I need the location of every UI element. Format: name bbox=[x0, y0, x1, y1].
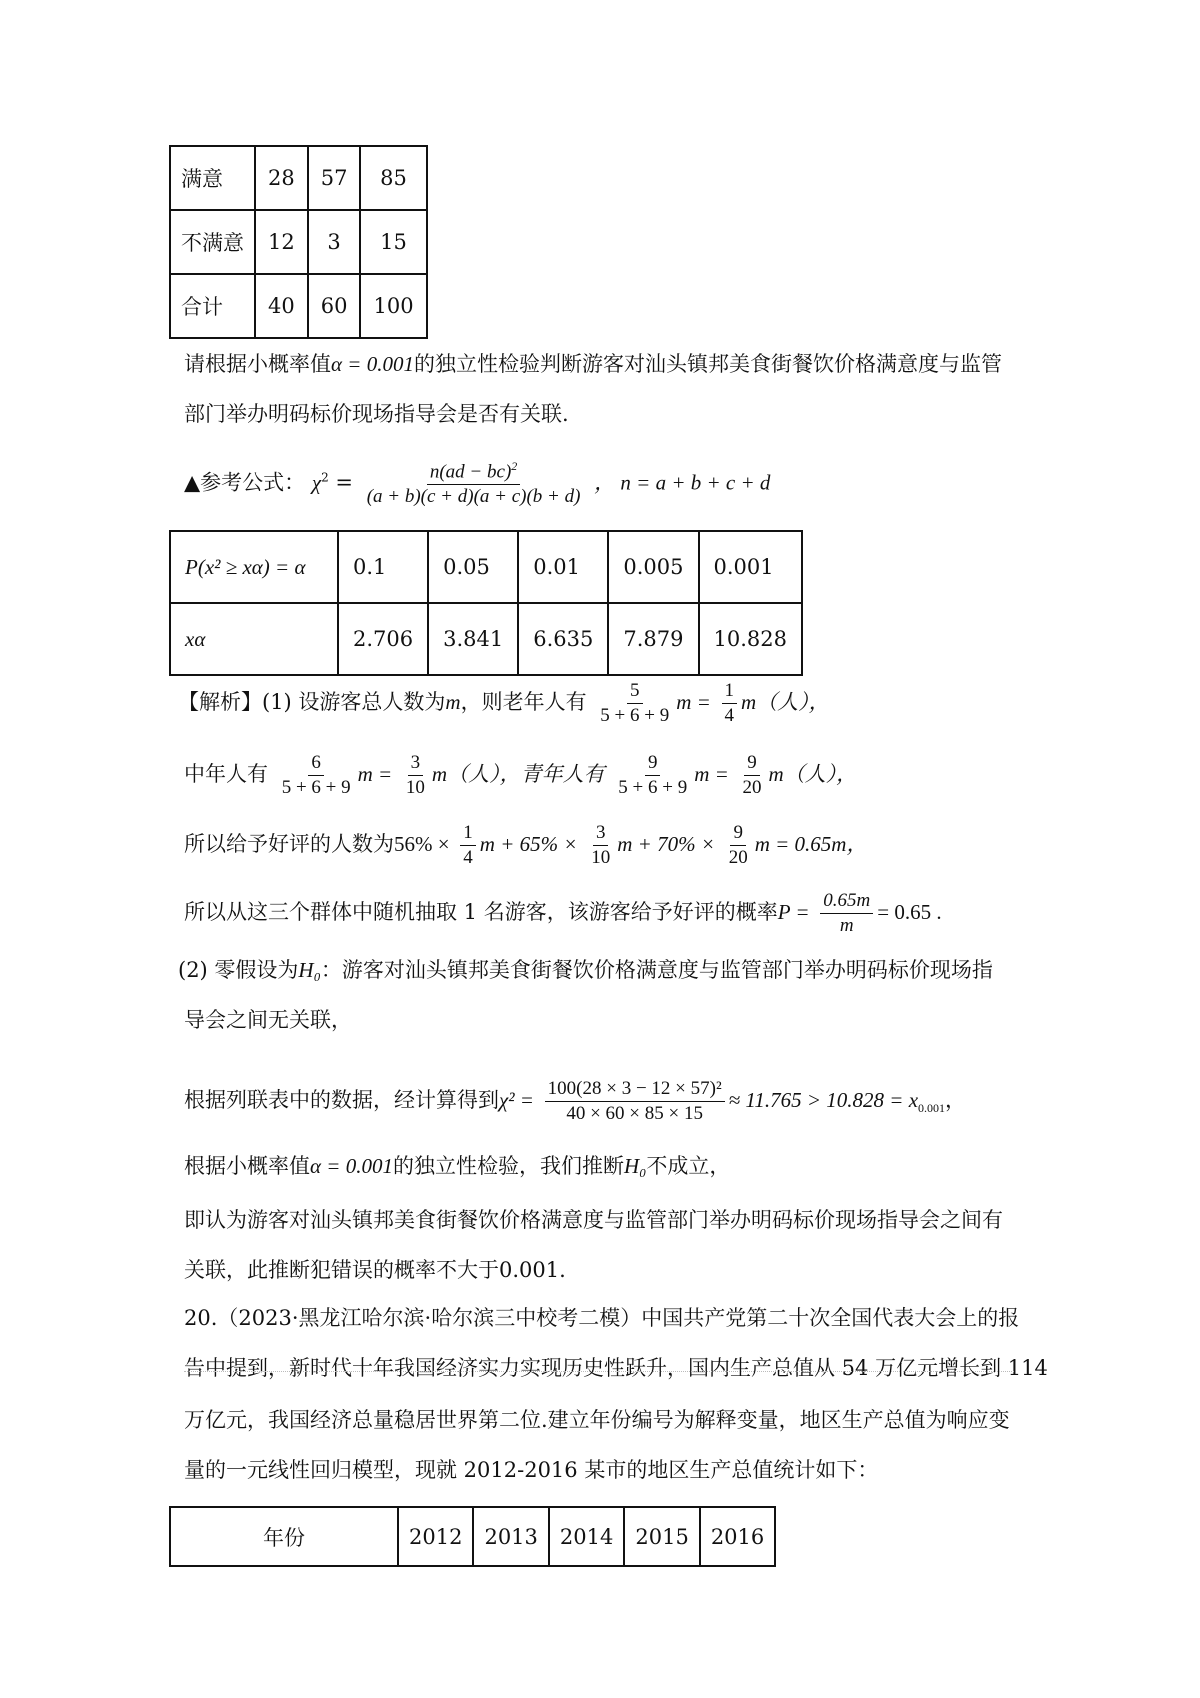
math-text: m + 70% × bbox=[617, 831, 715, 856]
fraction-numerator: 100(28 × 3 − 12 × 57)² bbox=[545, 1078, 725, 1102]
fraction-numerator: n(ad − bc) bbox=[429, 461, 512, 483]
fraction-denominator: 20 bbox=[728, 846, 748, 868]
math-text: m = 0.65m， bbox=[754, 831, 868, 856]
n-expression: ， n = a + b + c + d bbox=[594, 470, 771, 495]
table-cell: 57 bbox=[308, 146, 361, 210]
table-row bbox=[170, 1507, 775, 1566]
solution-line-5 bbox=[178, 958, 993, 983]
question-text: 请根据小概率值 bbox=[184, 352, 331, 376]
fraction-denominator: 10 bbox=[405, 776, 425, 798]
solution-text: ，则老年人有 bbox=[460, 689, 587, 714]
fraction-numerator: 6 bbox=[308, 752, 324, 776]
table-cell: 0.001 bbox=[699, 531, 802, 603]
gdp-year-table bbox=[169, 1506, 776, 1567]
table-cell: 2012 bbox=[398, 1507, 473, 1566]
table-cell: 85 bbox=[360, 146, 426, 210]
formula-label: ▲参考公式： bbox=[184, 470, 306, 495]
fraction-denominator: 5 + 6 + 9 bbox=[281, 776, 351, 798]
table-cell: 100 bbox=[360, 274, 426, 338]
row-label: P(x² ≥ xα) = α bbox=[170, 531, 338, 603]
table-cell: 0.005 bbox=[608, 531, 698, 603]
math-text: 56% × bbox=[394, 831, 450, 856]
hypothesis-symbol: H₀ bbox=[623, 1154, 647, 1178]
alpha-value: α = 0.001 bbox=[331, 352, 414, 376]
fraction-denominator: 4 bbox=[463, 846, 473, 868]
math-text: m + 65% × bbox=[479, 831, 578, 856]
table-cell: 0.01 bbox=[518, 531, 608, 603]
solution-line-7 bbox=[184, 1078, 966, 1125]
math-text: = 0.65 . bbox=[877, 899, 942, 924]
solution-text: ， bbox=[945, 1087, 967, 1112]
fraction bbox=[403, 752, 428, 799]
var-m: m bbox=[445, 689, 461, 714]
math-text: m = bbox=[694, 761, 729, 786]
table-cell: 2014 bbox=[549, 1507, 624, 1566]
question-text: 的独立性检验判断游客对汕头镇邦美食街餐饮价格满意度与监管 bbox=[413, 352, 1002, 376]
fraction-numerator: 1 bbox=[722, 680, 738, 704]
fraction-denominator: 4 bbox=[724, 704, 734, 726]
solution-line-4 bbox=[184, 890, 942, 937]
table-row bbox=[170, 146, 427, 210]
fraction bbox=[588, 822, 613, 869]
satisfaction-table bbox=[169, 145, 428, 339]
math-text: ≈ 11.765 > 10.828 = x bbox=[728, 1087, 919, 1112]
table-cell: 2.706 bbox=[338, 603, 428, 675]
solution-text: 的独立性检验，我们推断 bbox=[392, 1154, 624, 1178]
fraction bbox=[722, 680, 738, 727]
solution-text: 【解析】(1) 设游客总人数为 bbox=[178, 689, 446, 714]
dotted-divider bbox=[184, 1371, 1014, 1372]
fraction-denominator: 40 × 60 × 85 × 15 bbox=[566, 1102, 703, 1124]
solution-text: 中年人有 bbox=[184, 761, 268, 786]
fraction bbox=[597, 680, 672, 727]
table-cell: 3.841 bbox=[428, 603, 518, 675]
row-label: xα bbox=[170, 603, 338, 675]
solution-line-9: 即认为游客对汕头镇邦美食街餐饮价格满意度与监管部门举办明码标价现场指导会之间有 bbox=[184, 1208, 1003, 1232]
fraction-numerator: 9 bbox=[744, 752, 760, 776]
table-row bbox=[170, 531, 802, 603]
question-line-2: 部门举办明码标价现场指导会是否有关联. bbox=[184, 402, 569, 426]
solution-line-1 bbox=[178, 680, 830, 727]
row-label: 年份 bbox=[170, 1507, 398, 1566]
fraction bbox=[460, 822, 476, 869]
chi-square-calc-fraction bbox=[545, 1078, 725, 1125]
fraction-numerator: 0.65m bbox=[820, 890, 873, 914]
fraction-denominator: 5 + 6 + 9 bbox=[600, 704, 670, 726]
table-cell: 0.05 bbox=[428, 531, 518, 603]
solution-line-10: 关联，此推断犯错误的概率不大于0.001. bbox=[184, 1258, 566, 1282]
fraction-numerator: 3 bbox=[408, 752, 424, 776]
row-label: 合计 bbox=[170, 274, 255, 338]
solution-text: ：游客对汕头镇邦美食街餐饮价格满意度与监管部门举办明码标价现场指 bbox=[320, 958, 993, 982]
table-cell: 7.879 bbox=[608, 603, 698, 675]
table-cell: 28 bbox=[255, 146, 308, 210]
table-cell: 2016 bbox=[700, 1507, 775, 1566]
row-label: 不满意 bbox=[170, 210, 255, 274]
chi-symbol: χ bbox=[311, 470, 322, 495]
solution-text: 所以给予好评的人数为 bbox=[184, 831, 394, 856]
fraction-numerator: 5 bbox=[627, 680, 643, 704]
fraction-denominator: 5 + 6 + 9 bbox=[618, 776, 688, 798]
table-cell: 0.1 bbox=[338, 531, 428, 603]
problem-20-line-3: 万亿元，我国经济总量稳居世界第二位.建立年份编号为解释变量，地区生产总值为响应变 bbox=[184, 1408, 1010, 1432]
table-cell: 10.828 bbox=[699, 603, 802, 675]
table-row bbox=[170, 603, 802, 675]
chi-square-fraction: $\frac{n(ad - bc)^2}{(a + b)(c + d)(a + c)(b + d)}$ bbox=[364, 460, 584, 508]
table-cell: 3 bbox=[308, 210, 361, 274]
table-cell: 6.635 bbox=[518, 603, 608, 675]
solution-text: (2) 零假设为 bbox=[178, 958, 299, 982]
subscript: 0.001 bbox=[918, 1101, 946, 1116]
solution-text: 不成立， bbox=[646, 1154, 731, 1178]
solution-line-8 bbox=[184, 1154, 730, 1179]
fraction bbox=[615, 752, 690, 799]
question-line-1 bbox=[184, 352, 1002, 377]
fraction-numerator: 9 bbox=[730, 822, 746, 846]
reference-formula: ▲参考公式： $\chi^2$ = $\frac{n(ad - bc)^2}{(a + b)(c + d)(a + c)(b + d)}$ ， n = a + b + c + d bbox=[184, 459, 771, 508]
problem-20-line-1: 20.（2023·黑龙江哈尔滨·哈尔滨三中校考二模）中国共产党第二十次全国代表大会上的报 bbox=[184, 1306, 1020, 1330]
fraction-denominator: 20 bbox=[742, 776, 762, 798]
table-cell: 2015 bbox=[624, 1507, 699, 1566]
table-cell: 12 bbox=[255, 210, 308, 274]
fraction bbox=[279, 752, 354, 799]
table-cell: 40 bbox=[255, 274, 308, 338]
math-text: χ² = bbox=[499, 1087, 534, 1112]
table-row bbox=[170, 210, 427, 274]
math-text: m = bbox=[676, 689, 711, 714]
fraction-numerator: 9 bbox=[645, 752, 661, 776]
table-cell: 2013 bbox=[473, 1507, 548, 1566]
solution-line-3 bbox=[184, 822, 867, 869]
fraction bbox=[726, 822, 751, 869]
solution-line-2 bbox=[184, 752, 857, 799]
fraction-numerator: 3 bbox=[593, 822, 609, 846]
fraction-denominator: 10 bbox=[591, 846, 611, 868]
table-cell: 15 bbox=[360, 210, 426, 274]
solution-text: 根据小概率值 bbox=[184, 1154, 310, 1178]
critical-value-table bbox=[169, 530, 803, 676]
fraction-numerator: 1 bbox=[460, 822, 476, 846]
fraction bbox=[739, 752, 764, 799]
alpha-value: α = 0.001 bbox=[310, 1154, 393, 1178]
solution-line-6: 导会之间无关联， bbox=[184, 1008, 352, 1032]
hypothesis-symbol: H₀ bbox=[298, 958, 321, 982]
solution-text: 根据列联表中的数据，经计算得到 bbox=[184, 1087, 499, 1112]
math-text: m（人）， bbox=[768, 761, 858, 786]
math-text: m = bbox=[357, 761, 393, 786]
table-row bbox=[170, 274, 427, 338]
math-text: P = bbox=[777, 899, 810, 924]
math-text: m（人）， bbox=[741, 689, 830, 714]
row-label: 满意 bbox=[170, 146, 255, 210]
fraction-denominator: m bbox=[839, 914, 854, 936]
math-text: m（人），青年人有 bbox=[431, 761, 605, 786]
table-cell: 60 bbox=[308, 274, 361, 338]
solution-text: 所以从这三个群体中随机抽取 1 名游客，该游客给予好评的概率 bbox=[184, 899, 778, 924]
problem-20-line-4: 量的一元线性回归模型，现就 2012-2016 某市的地区生产总值统计如下： bbox=[184, 1458, 879, 1482]
fraction-denominator: (a + b)(c + d)(a + c)(b + d) bbox=[366, 486, 581, 508]
problem-20-line-2: 告中提到，新时代十年我国经济实力实现历史性跃升，国内生产总值从 54 万亿元增长到 114 bbox=[184, 1356, 1048, 1380]
fraction bbox=[820, 890, 873, 937]
